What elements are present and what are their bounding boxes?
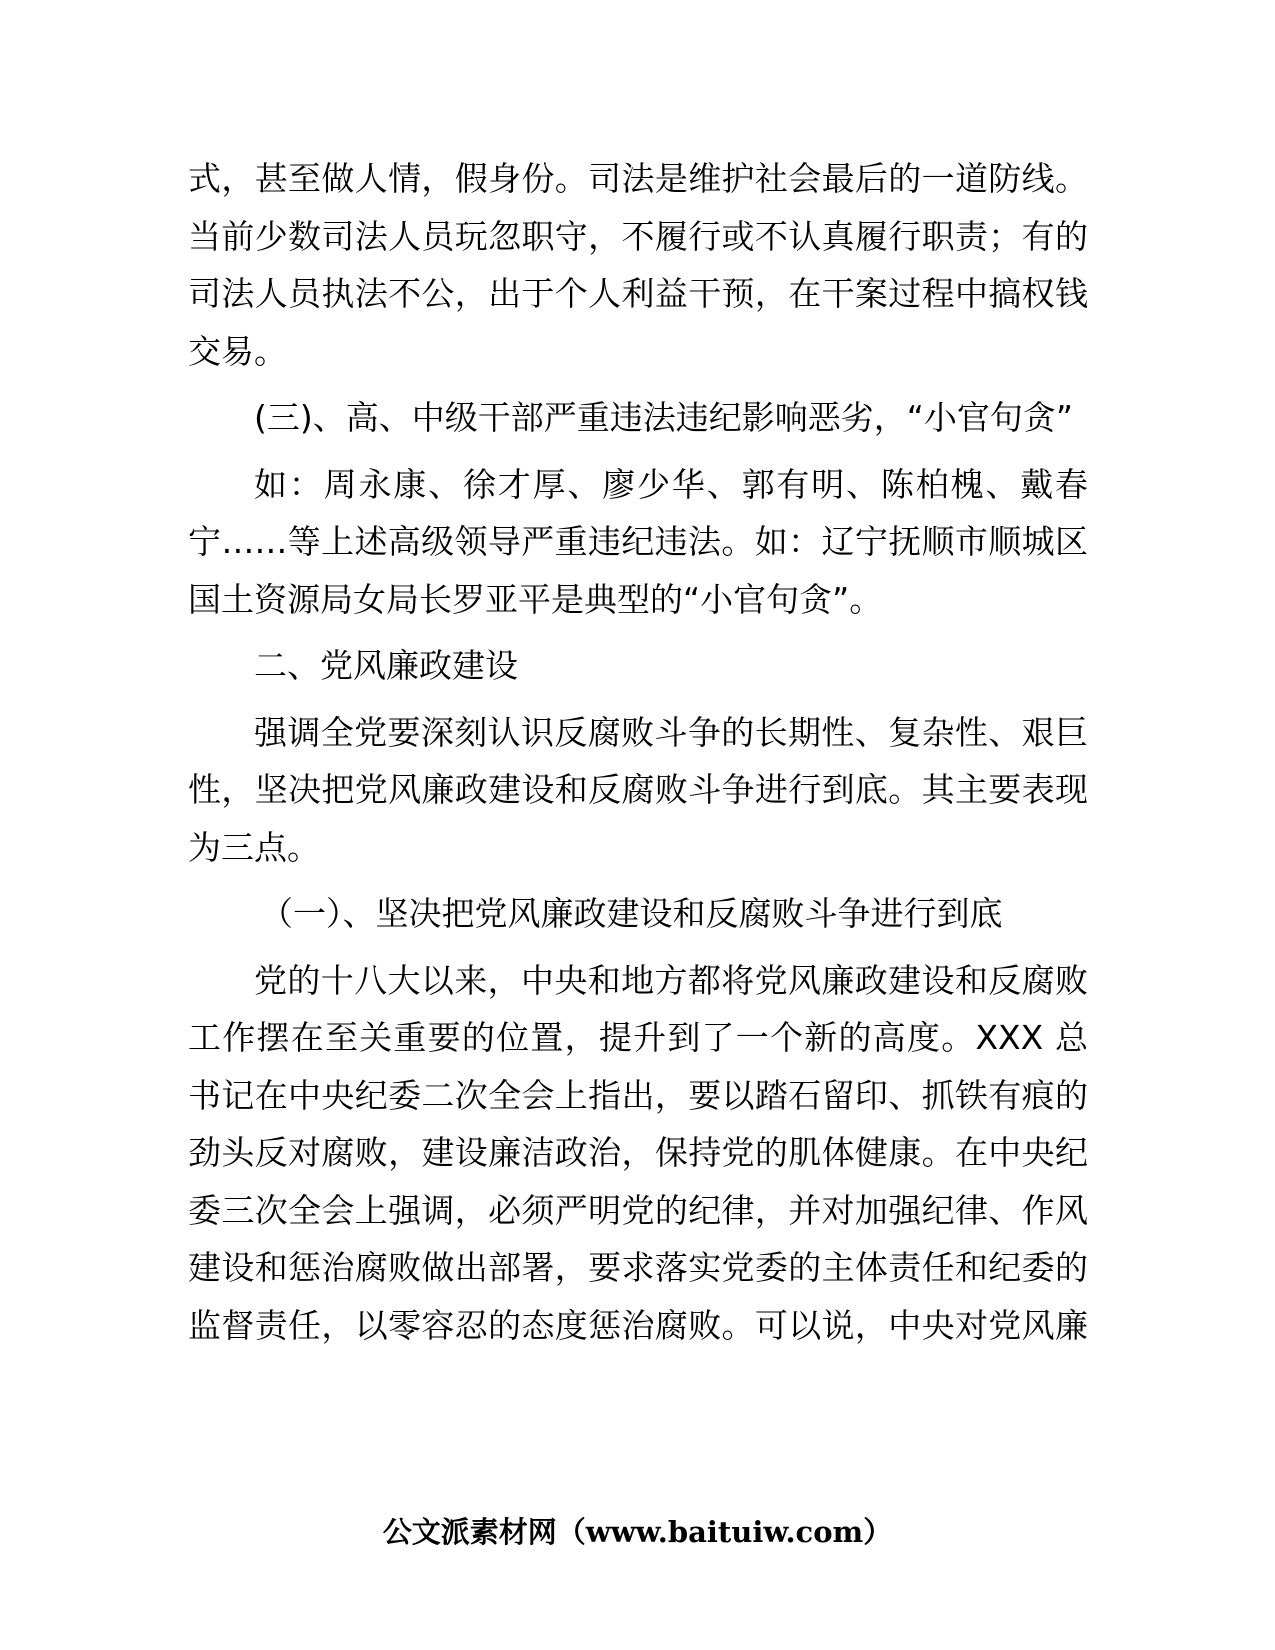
- heading-text: （一）、坚决把党风廉政建设和反腐败斗争进行到底: [260, 894, 1003, 933]
- section-heading-3: [188, 389, 1088, 447]
- text-line: 书记在中央纪委二次全会上指出，要以踏石留印、抓铁有痕的: [188, 1075, 1088, 1115]
- text-line: 国土资源局女局长罗亚平是典型的“小官句贪”。: [188, 579, 883, 619]
- text-line: 强调全党要深刻认识反腐败斗争的长期性、复杂性、艰巨: [254, 712, 1088, 752]
- text-line: 司法人员执法不公，出于个人利益干预，在干案过程中搞权钱: [188, 274, 1088, 313]
- paragraph-central: [188, 952, 1088, 1355]
- paragraph-emphasis: [188, 704, 1088, 877]
- paragraph-examples: [188, 456, 1088, 629]
- text-line: 工作摆在至关重要的位置，提升到了一个新的高度。XXX 总: [188, 1018, 1088, 1057]
- heading-text: (三)、高、中级干部严重违法违纪影响恶劣，“小官句贪”: [254, 398, 1073, 437]
- text-line: 为三点。: [188, 827, 320, 867]
- text-line: 性，坚决把党风廉政建设和反腐败斗争进行到底。其主要表现: [188, 770, 1088, 809]
- heading-text: 二、党风廉政建设: [254, 646, 518, 685]
- text-line: 交易。: [188, 331, 287, 371]
- text-line: 式，甚至做人情，假身份。司法是维护社会最后的一道防线。: [188, 159, 1088, 198]
- text-line: 建设和惩治腐败做出部署，要求落实党委的主体责任和纪委的: [188, 1248, 1088, 1287]
- text-line: 党的十八大以来，中央和地方都将党风廉政建设和反腐败: [254, 960, 1088, 1000]
- text-line: 委三次全会上强调，必须严明党的纪律，并对加强纪律、作风: [188, 1190, 1088, 1230]
- text-line: 当前少数司法人员玩忽职守，不履行或不认真履行职责；有的: [188, 216, 1088, 256]
- section-heading-2: [188, 637, 1088, 695]
- document-body: [188, 150, 1088, 1354]
- text-line: 宁……等上述高级领导严重违纪违法。如：辽宁抚顺市顺城区: [188, 522, 1088, 561]
- footer-watermark-text: 公文派素材网（www.baituiw.com）: [382, 1515, 893, 1549]
- text-line: 如：周永康、徐才厚、廖少华、郭有明、陈柏槐、戴春: [254, 464, 1088, 504]
- subsection-heading-1: [188, 885, 1088, 943]
- text-line: 监督责任，以零容忍的态度惩治腐败。可以说，中央对党风廉: [188, 1305, 1088, 1345]
- text-line: 劲头反对腐败，建设廉洁政治，保持党的肌体健康。在中央纪: [188, 1133, 1088, 1172]
- paragraph-continuation: [188, 150, 1088, 380]
